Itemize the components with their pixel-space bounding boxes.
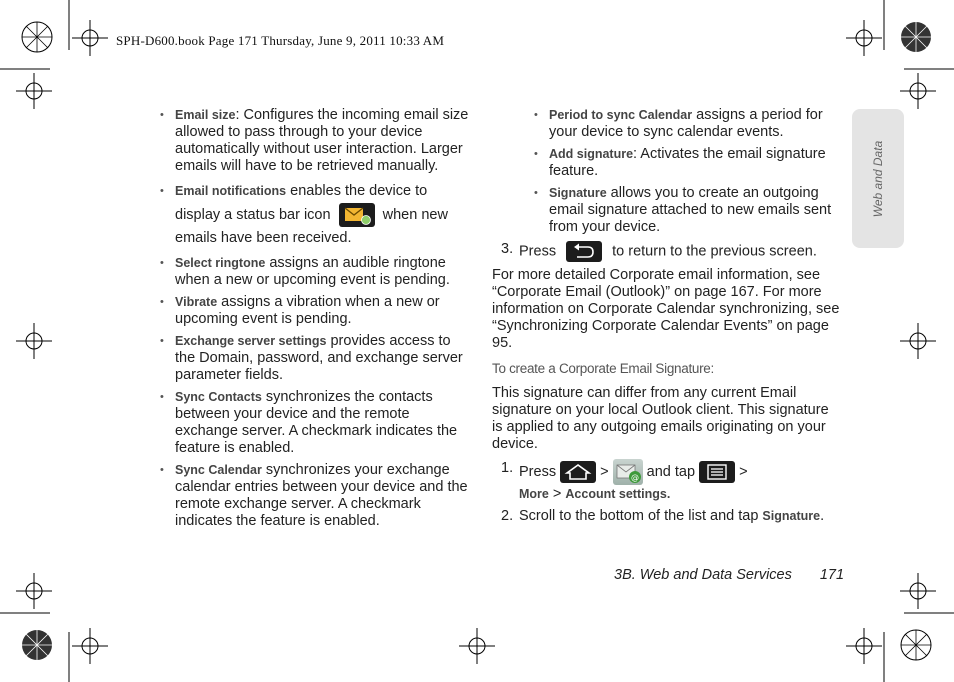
settings-list-right — [534, 107, 842, 236]
list-item — [534, 146, 842, 180]
paragraph: For more detailed Corporate email information, see “Corporate Email (Outlook)” on page 167. For more information on Corporate Calendar synchronizing, see “Synchronizing Corporate Calendar Events” on page 95. — [492, 267, 840, 351]
step-text: > — [735, 463, 748, 480]
section-subheading: To create a Corporate Email Signature: — [492, 361, 714, 376]
term: Email size — [175, 108, 236, 122]
footer-section: 3B. Web and Data Services — [614, 567, 792, 583]
left-column — [160, 107, 472, 535]
side-tab-label: Web and Data — [871, 140, 885, 217]
list-item — [160, 255, 472, 289]
desc: provides access to the Domain, password, and exchange server parameter fields. — [175, 333, 463, 383]
term: Sync Contacts — [175, 390, 262, 404]
desc: assigns a vibration when a new or upcoming event is pending. — [175, 294, 440, 327]
term: Add signature — [549, 147, 634, 161]
step-text: Press — [519, 463, 557, 480]
page-number: 171 — [819, 567, 845, 583]
step-text: and tap — [642, 463, 700, 480]
term: Signature — [762, 509, 821, 523]
print-header: SPH-D600.book Page 171 Thursday, June 9, 2011 10:33 AM — [116, 33, 445, 48]
step-2 — [492, 508, 842, 525]
step-number: 1. — [501, 460, 514, 476]
term: Period to sync Calendar — [549, 108, 693, 122]
email-app-icon — [613, 459, 643, 485]
menu-key-icon — [699, 461, 735, 483]
step-1 — [492, 459, 842, 503]
list-item — [534, 185, 842, 236]
desc: synchronizes your exchange calendar entries between your device and the remote exchange server. A checkmark indicates the feature is enabled. — [175, 462, 468, 529]
step-3 — [492, 241, 842, 262]
term: Select ringtone — [175, 256, 266, 270]
list-item — [160, 107, 472, 175]
home-key-icon — [560, 461, 596, 483]
term: Email notifications — [175, 184, 287, 198]
step-text: > — [596, 463, 613, 480]
list-item — [160, 462, 472, 530]
step-text: . — [820, 508, 825, 524]
desc: : Configures the incoming email size allowed to pass through to your device automatically without user interaction. Larger emails will have to be retrieved manually. — [175, 107, 469, 174]
list-item — [160, 389, 472, 457]
settings-list-left — [160, 107, 472, 530]
svg-text:@: @ — [630, 473, 639, 482]
step-text: > — [548, 486, 566, 502]
desc: enables the device to display a status bar icon — [175, 183, 428, 223]
step-number: 3. — [501, 241, 514, 257]
step-text: Press — [519, 243, 557, 260]
email-notification-icon — [339, 203, 375, 227]
list-item — [160, 333, 472, 384]
desc: : Activates the email signature feature. — [549, 146, 826, 179]
desc: assigns a period for your device to sync calendar events. — [549, 107, 823, 140]
term: Vibrate — [175, 295, 218, 309]
term: More — [519, 487, 549, 501]
term: Account settings — [565, 487, 667, 501]
right-column — [492, 107, 842, 530]
term: Signature — [549, 186, 607, 200]
list-item — [160, 180, 472, 250]
list-item — [160, 294, 472, 328]
period: . — [666, 487, 671, 501]
desc: allows you to create an outgoing email signature attached to new emails sent from your device. — [549, 185, 832, 235]
step-text: Scroll to the bottom of the list and tap — [519, 508, 763, 524]
term: Sync Calendar — [175, 463, 262, 477]
page-footer — [614, 567, 844, 583]
paragraph: This signature can differ from any current Email signature on your local Outlook client. This signature is applied to any outgoing emails originating on your device. — [492, 385, 829, 452]
side-tab — [852, 109, 904, 248]
list-item — [534, 107, 842, 141]
step-number: 2. — [501, 508, 514, 524]
step-text: to return to the previous screen. — [608, 243, 817, 260]
desc: synchronizes the contacts between your device and the remote exchange server. A checkmark indicates the feature is enabled. — [175, 389, 458, 456]
term: Exchange server settings — [175, 334, 327, 348]
desc: assigns an audible ringtone when a new or upcoming event is pending. — [175, 255, 450, 288]
back-key-icon — [566, 241, 602, 262]
desc: when new emails have been received. — [175, 206, 448, 246]
